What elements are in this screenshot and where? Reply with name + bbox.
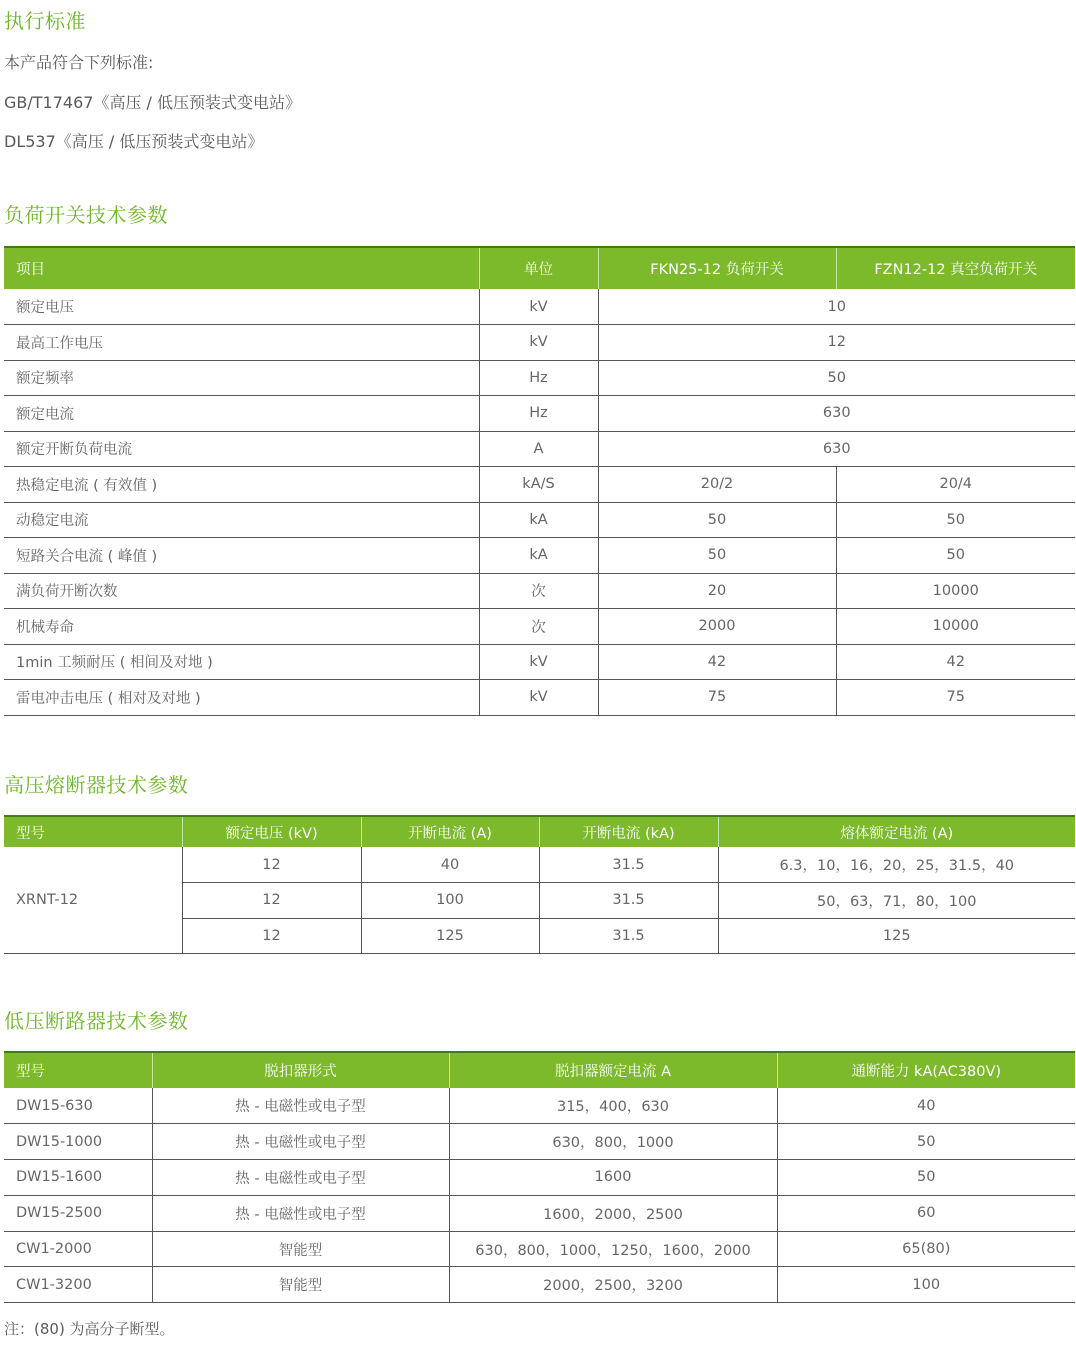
cell-fkn25-value: 42 [598,644,836,680]
standards-intro: 本产品符合下列标准: [4,53,154,72]
cell-breaking-capacity: 65(80) [777,1231,1075,1267]
cell-unit: kV [479,289,598,325]
cell-fkn25-value: 50 [598,502,836,538]
cell-trip-rated-current: 630，800，1000，1250，1600，2000 [449,1231,777,1267]
cell-merged-value: 12 [598,325,1075,361]
cell-breaking-current-ka: 31.5 [539,918,718,954]
table-row [4,1088,1075,1124]
cell-rated-voltage: 12 [182,847,361,883]
cell-trip-rated-current: 630，800，1000 [449,1124,777,1160]
cell-unit: kA/S [479,467,598,503]
cell-item: 机械寿命 [4,609,479,645]
table-row [4,609,1075,645]
breaker-note: 注：(80) 为高分子断型。 [4,1320,175,1338]
header-cell-model: 型号 [4,1052,152,1088]
table-row [4,538,1075,574]
cell-fuse-rated-current: 50，63，71，80，100 [718,883,1075,919]
cell-unit: Hz [479,396,598,432]
cell-unit: A [479,431,598,467]
cell-breaking-current-ka: 31.5 [539,847,718,883]
cell-item: 雷电冲击电压 ( 相对及对地 ) [4,680,479,716]
cell-fkn25-value: 20/2 [598,467,836,503]
cell-fkn25-value: 50 [598,538,836,574]
cell-fzn12-value: 20/4 [836,467,1075,503]
cell-trip-type: 智能型 [152,1231,449,1267]
cell-merged-value: 50 [598,360,1075,396]
header-cell-breaking-current-a: 开断电流 (A) [361,816,539,847]
load-switch-table [4,246,1075,716]
cell-item: 动稳定电流 [4,502,479,538]
cell-model: XRNT-12 [4,847,182,954]
standard-item: DL537《高压 / 低压预装式变电站》 [4,132,264,151]
cell-item: 满负荷开断次数 [4,573,479,609]
cell-trip-type: 热 - 电磁性或电子型 [152,1195,449,1231]
cell-fkn25-value: 75 [598,680,836,716]
cell-trip-type: 热 - 电磁性或电子型 [152,1088,449,1124]
cell-fuse-rated-current: 125 [718,918,1075,954]
table-row [4,1195,1075,1231]
cell-fzn12-value: 10000 [836,609,1075,645]
cell-breaking-capacity: 100 [777,1267,1075,1303]
cell-model: DW15-1600 [4,1160,152,1196]
cell-trip-rated-current: 315，400，630 [449,1088,777,1124]
cell-item: 1min 工频耐压 ( 相间及对地 ) [4,644,479,680]
cell-unit: kV [479,644,598,680]
cell-unit: 次 [479,609,598,645]
cell-trip-rated-current: 2000，2500，3200 [449,1267,777,1303]
table-row [4,644,1075,680]
cell-model: CW1-3200 [4,1267,152,1303]
cell-fzn12-value: 50 [836,502,1075,538]
cell-unit: kA [479,502,598,538]
cell-unit: kA [479,538,598,574]
table-row [4,1160,1075,1196]
header-cell-breaking-capacity: 通断能力 kA(AC380V) [777,1052,1075,1088]
breaker-title: 低压断路器技术参数 [4,1009,189,1033]
header-cell-trip-type: 脱扣器形式 [152,1052,449,1088]
cell-breaking-capacity: 40 [777,1088,1075,1124]
fuse-table [4,815,1075,954]
table-row [4,396,1075,432]
header-cell-unit: 单位 [479,247,598,289]
table-header-row [4,1052,1075,1088]
cell-model: DW15-2500 [4,1195,152,1231]
cell-trip-type: 热 - 电磁性或电子型 [152,1124,449,1160]
table-row [4,1124,1075,1160]
cell-item: 热稳定电流 ( 有效值 ) [4,467,479,503]
cell-breaking-capacity: 60 [777,1195,1075,1231]
header-cell-fuse-rated-current: 熔体额定电流 (A) [718,816,1075,847]
cell-unit: kV [479,680,598,716]
cell-fuse-rated-current: 6.3，10，16，20，25，31.5，40 [718,847,1075,883]
table-row [4,325,1075,361]
table-row [4,680,1075,716]
cell-fzn12-value: 75 [836,680,1075,716]
cell-merged-value: 630 [598,431,1075,467]
cell-item: 额定电压 [4,289,479,325]
cell-fzn12-value: 50 [836,538,1075,574]
cell-model: DW15-1000 [4,1124,152,1160]
cell-breaking-current-ka: 31.5 [539,883,718,919]
cell-model: CW1-2000 [4,1231,152,1267]
cell-unit: kV [479,325,598,361]
table-row [4,573,1075,609]
cell-breaking-current-a: 40 [361,847,539,883]
cell-fzn12-value: 42 [836,644,1075,680]
load-switch-title: 负荷开关技术参数 [4,203,168,227]
cell-merged-value: 10 [598,289,1075,325]
standards-title: 执行标准 [4,9,86,33]
cell-unit: Hz [479,360,598,396]
header-cell-breaking-current-ka: 开断电流 (kA) [539,816,718,847]
cell-trip-type: 热 - 电磁性或电子型 [152,1160,449,1196]
cell-item: 额定频率 [4,360,479,396]
cell-fkn25-value: 2000 [598,609,836,645]
table-row [4,1267,1075,1303]
table-row [4,431,1075,467]
header-cell-fkn25: FKN25-12 负荷开关 [598,247,836,289]
table-row [4,502,1075,538]
standard-item: GB/T17467《高压 / 低压预装式变电站》 [4,93,302,112]
header-cell-trip-rated-current: 脱扣器额定电流 A [449,1052,777,1088]
cell-rated-voltage: 12 [182,918,361,954]
cell-rated-voltage: 12 [182,883,361,919]
cell-breaking-current-a: 125 [361,918,539,954]
header-cell-fzn12: FZN12-12 真空负荷开关 [836,247,1075,289]
cell-trip-rated-current: 1600 [449,1160,777,1196]
cell-trip-rated-current: 1600，2000，2500 [449,1195,777,1231]
table-row [4,847,1075,883]
cell-unit: 次 [479,573,598,609]
cell-fzn12-value: 10000 [836,573,1075,609]
cell-breaking-capacity: 50 [777,1124,1075,1160]
cell-item: 额定电流 [4,396,479,432]
header-cell-model: 型号 [4,816,182,847]
header-cell-rated-voltage: 额定电压 (kV) [182,816,361,847]
cell-breaking-current-a: 100 [361,883,539,919]
table-row [4,289,1075,325]
cell-model: DW15-630 [4,1088,152,1124]
cell-item: 短路关合电流 ( 峰值 ) [4,538,479,574]
breaker-table [4,1051,1075,1303]
cell-merged-value: 630 [598,396,1075,432]
fuse-title: 高压熔断器技术参数 [4,773,189,797]
cell-trip-type: 智能型 [152,1267,449,1303]
cell-breaking-capacity: 50 [777,1160,1075,1196]
table-header-row [4,816,1075,847]
table-row [4,467,1075,503]
table-header-row [4,247,1075,289]
table-row [4,360,1075,396]
table-row [4,1231,1075,1267]
cell-item: 额定开断负荷电流 [4,431,479,467]
cell-item: 最高工作电压 [4,325,479,361]
header-cell-item: 项目 [4,247,479,289]
cell-fkn25-value: 20 [598,573,836,609]
